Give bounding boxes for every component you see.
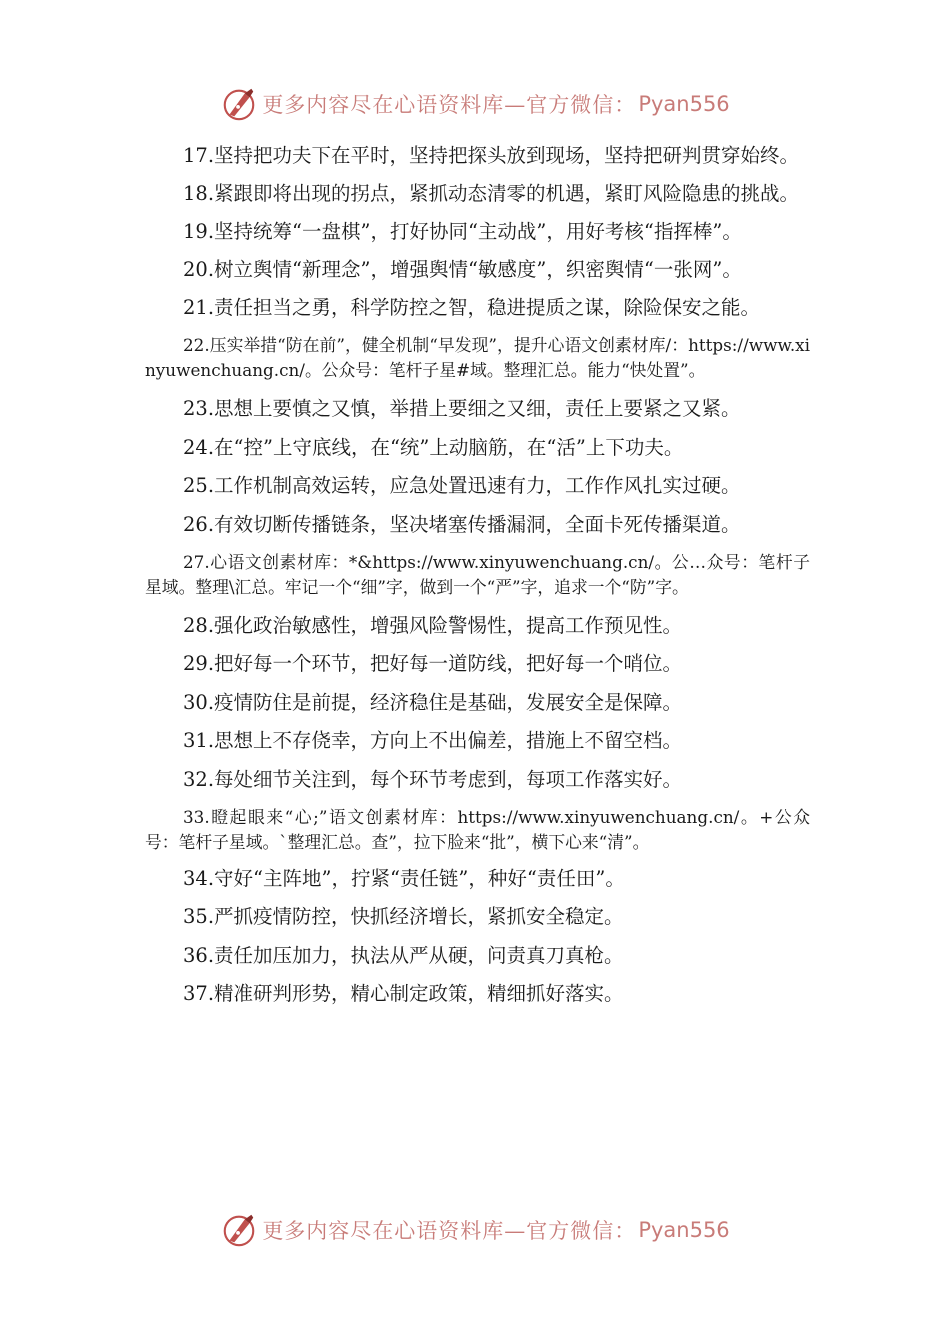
paragraph-25: 25.工作机制高效运转，应急处置迅速有力，工作作风扎实过硬。 <box>183 474 741 498</box>
paragraph-22: 22.压实举措“防在前”，健全机制“早发现”，提升心语文创素材库/：https://www.xinyuwenchuang.cn/。公众号：笔杆子星#域。整理汇总。能力“快处置”。 <box>145 335 810 381</box>
document-body <box>145 143 810 1019</box>
paragraph-19: 19.坚持统筹“一盘棋”，打好协同“主动战”，用好考核“指挥棒”。 <box>183 220 742 243</box>
paragraph-32: 32.每处细节关注到，每个环节考虑到，每项工作落实好。 <box>183 767 683 791</box>
paragraph-28: 28.强化政治敏感性，增强风险警惕性，提高工作预见性。 <box>183 613 683 637</box>
paragraph-21: 21.责任担当之勇，科学防控之智，稳进提质之谋，除险保安之能。 <box>183 296 761 319</box>
paragraph-24: 24.在“控”上守底线，在“统”上动脑筋，在“活”上下功夫。 <box>183 435 684 459</box>
paragraph-33: 33.瞪起眼来“心;”语文创素材库：https://www.xinyuwenchuang.cn/。+公众号：笔杆子星域。`整理汇总。查”，拉下脸来“批”，横下心来“清”。 <box>145 806 810 852</box>
paragraph-37: 37.精准研判形势，精心制定政策，精细抓好落实。 <box>183 982 624 1006</box>
paragraph-17: 17.坚持把功夫下在平时，坚持把探头放到现场，坚持把研判贯穿始终。 <box>183 144 800 167</box>
pen-nib-logo-icon <box>220 1211 258 1249</box>
pen-nib-logo-icon <box>220 85 258 123</box>
paragraph-34: 34.守好“主阵地”，拧紧“责任链”，种好“责任田”。 <box>183 866 625 890</box>
banner-text: 更多内容尽在心语资料库—官方微信： <box>262 1219 637 1243</box>
header-banner <box>0 84 950 124</box>
paragraph-20: 20.树立舆情“新理念”，增强舆情“敏感度”，织密舆情“一张网”。 <box>183 258 742 281</box>
paragraph-23: 23.思想上要慎之又慎，举措上要细之又细，责任上要紧之又紧。 <box>183 397 741 421</box>
paragraph-35: 35.严抓疫情防控，快抓经济增长，紧抓安全稳定。 <box>183 905 624 929</box>
wechat-id: Pyan556 <box>638 92 730 116</box>
banner-text: 更多内容尽在心语资料库—官方微信： <box>262 93 637 117</box>
paragraph-27: 27.心语文创素材库：*&https://www.xinyuwenchuang.cn/。公…众号：笔杆子星域。整理\汇总。牢记一个“细”字，做到一个“严”字，追求一个“防”字。 <box>145 551 810 597</box>
paragraph-29: 29.把好每一个环节，把好每一道防线，把好每一个哨位。 <box>183 652 683 676</box>
paragraph-18: 18.紧跟即将出现的拐点，紧抓动态清零的机遇，紧盯风险隐患的挑战。 <box>183 182 800 205</box>
paragraph-36: 36.责任加压加力，执法从严从硬，问责真刀真枪。 <box>183 943 624 967</box>
wechat-id: Pyan556 <box>638 1218 730 1242</box>
footer-banner <box>0 1210 950 1250</box>
paragraph-30: 30.疫情防住是前提，经济稳住是基础，发展安全是保障。 <box>183 690 683 714</box>
paragraph-31: 31.思想上不存侥幸，方向上不出偏差，措施上不留空档。 <box>183 729 683 753</box>
paragraph-26: 26.有效切断传播链条，坚决堵塞传播漏洞，全面卡死传播渠道。 <box>183 512 741 536</box>
